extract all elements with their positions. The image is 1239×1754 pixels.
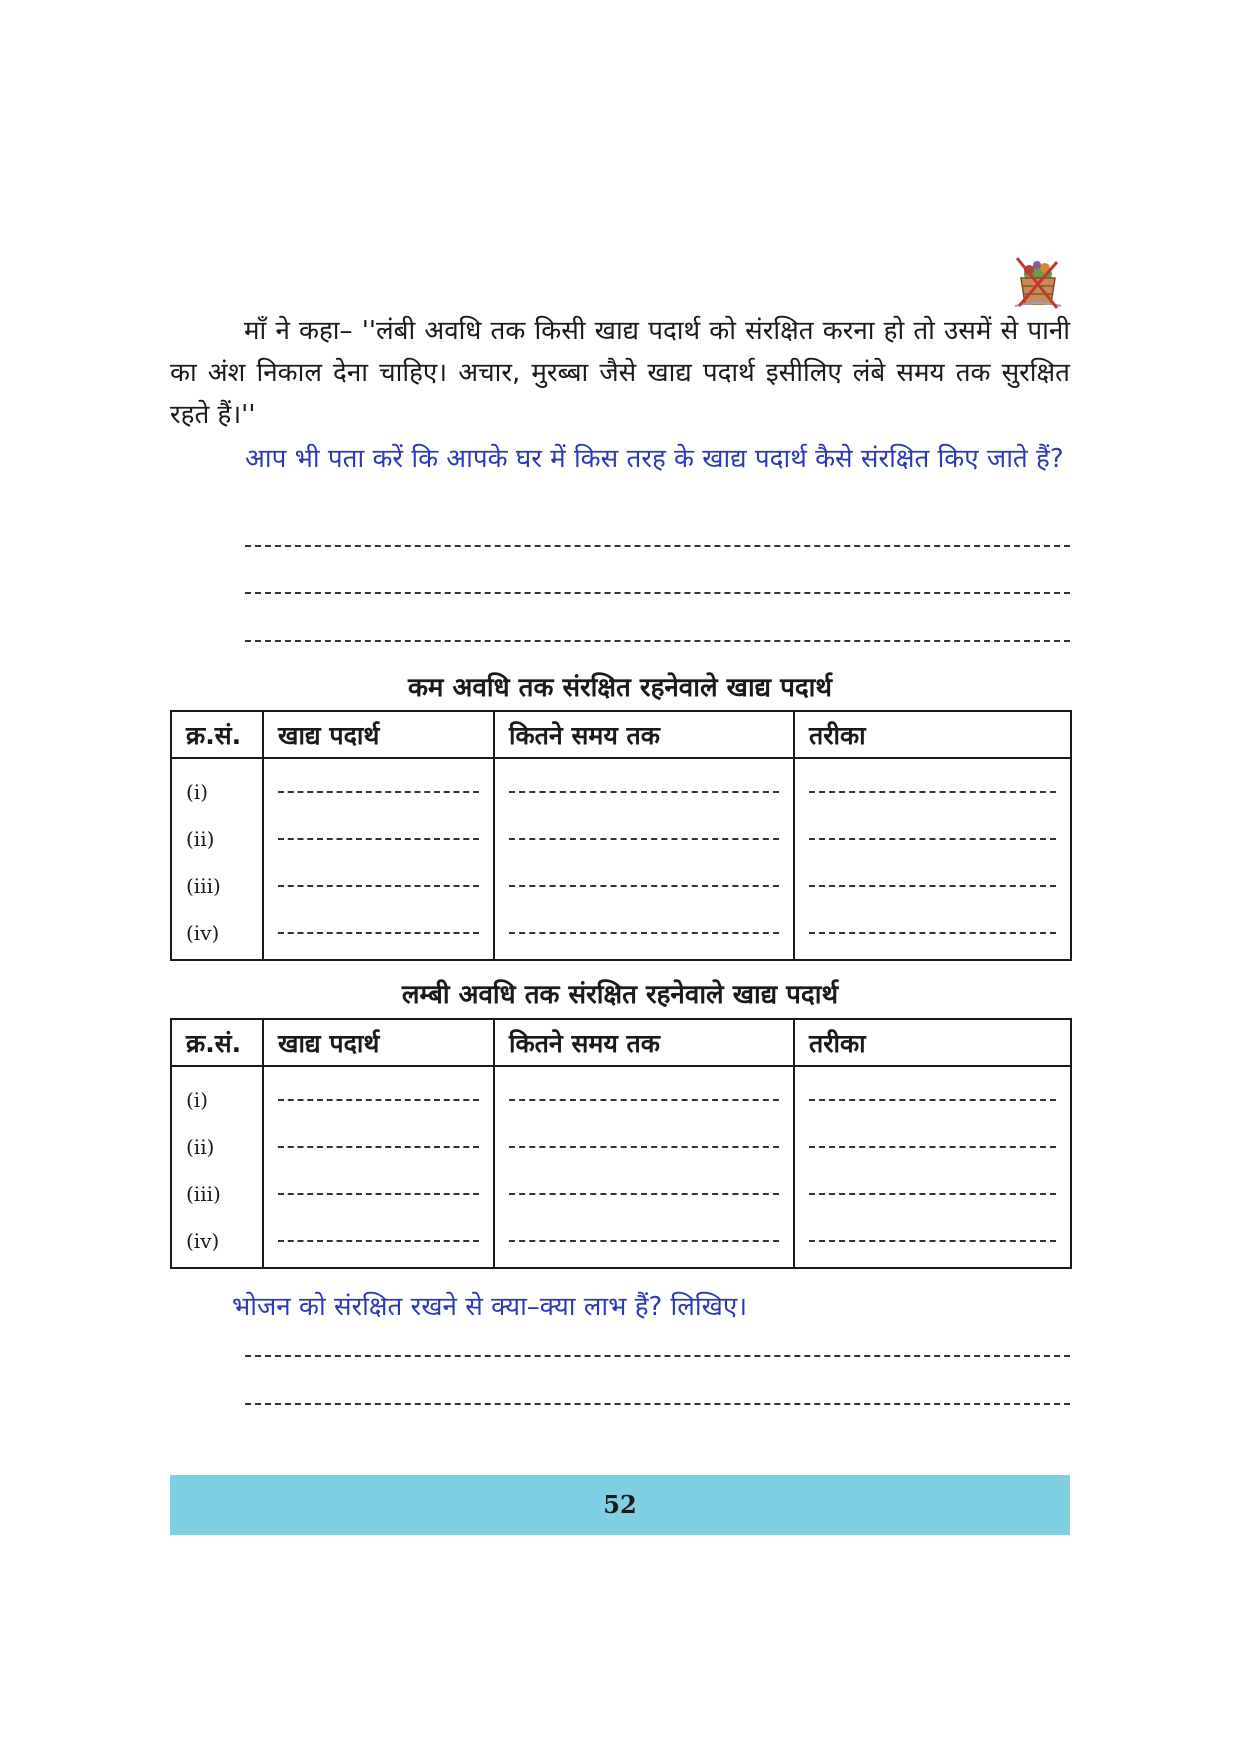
table-header-row [171, 1019, 1071, 1066]
duration-blank[interactable] [509, 1240, 779, 1242]
duration-blank[interactable] [509, 1099, 779, 1101]
question-2: भोजन को संरक्षित रखने से क्या–क्या लाभ हैं? लिखिए। [232, 1292, 748, 1322]
answer-line[interactable] [245, 1355, 1070, 1357]
footer-bar [170, 1475, 1070, 1535]
method-blank[interactable] [809, 1146, 1056, 1148]
intro-paragraph [170, 310, 1070, 436]
header-method: तरीका [794, 711, 1071, 758]
short-term-table-title: कम अवधि तक संरक्षित रहनेवाले खाद्य पदार्थ [407, 673, 833, 703]
answer-line[interactable] [245, 640, 1070, 642]
food-item-blank[interactable] [278, 932, 479, 934]
row-number: (iv) [186, 1229, 220, 1253]
row-number: (ii) [186, 827, 215, 851]
header-duration: कितने समय तक [494, 711, 794, 758]
row-number: (iii) [186, 1182, 221, 1206]
header-serial: क्र.सं. [171, 711, 263, 758]
preserved-food-basket-crossed-icon [1005, 252, 1067, 314]
food-item-blank[interactable] [278, 1146, 479, 1148]
row-number: (iv) [186, 921, 220, 945]
serial-column [171, 758, 263, 960]
short-term-table [170, 710, 1072, 961]
row-number: (i) [186, 780, 209, 804]
food-item-blank[interactable] [278, 1193, 479, 1195]
header-method: तरीका [794, 1019, 1071, 1066]
food-item-column [263, 1066, 494, 1268]
serial-column [171, 1066, 263, 1268]
duration-column [494, 758, 794, 960]
row-number: (ii) [186, 1135, 215, 1159]
table-body [171, 1066, 1071, 1268]
food-item-blank[interactable] [278, 791, 479, 793]
header-food-item: खाद्य पदार्थ [263, 711, 494, 758]
intro-paragraph-text: माँ ने कहा– ''लंबी अवधि तक किसी खाद्य पदार्थ को संरक्षित करना हो तो उसमें से पानी का अंश निकाल देना चाहिए। अचार, मुरब्बा जैसे खाद्य पदार्थ इसीलिए लंबे समय तक सुरक्षित रहते हैं।'' [170, 316, 1070, 430]
row-number: (iii) [186, 874, 221, 898]
question-1: आप भी पता करें कि आपके घर में किस तरह के खाद्य पदार्थ कैसे संरक्षित किए जाते हैं? [245, 444, 1064, 474]
long-term-table [170, 1018, 1072, 1269]
table-body [171, 758, 1071, 960]
duration-column [494, 1066, 794, 1268]
answer-line[interactable] [245, 545, 1070, 547]
answer-line[interactable] [245, 592, 1070, 594]
header-food-item: खाद्य पदार्थ [263, 1019, 494, 1066]
header-duration: कितने समय तक [494, 1019, 794, 1066]
method-column [794, 1066, 1071, 1268]
duration-blank[interactable] [509, 791, 779, 793]
row-number: (i) [186, 1088, 209, 1112]
food-item-column [263, 758, 494, 960]
answer-line[interactable] [245, 1403, 1070, 1405]
duration-blank[interactable] [509, 1146, 779, 1148]
duration-blank[interactable] [509, 1193, 779, 1195]
food-item-blank[interactable] [278, 1099, 479, 1101]
method-blank[interactable] [809, 885, 1056, 887]
page-number: 52 [603, 1490, 637, 1519]
method-blank[interactable] [809, 838, 1056, 840]
long-term-table-title: लम्बी अवधि तक संरक्षित रहनेवाले खाद्य पदार्थ [401, 980, 839, 1010]
method-column [794, 758, 1071, 960]
duration-blank[interactable] [509, 838, 779, 840]
method-blank[interactable] [809, 1099, 1056, 1101]
header-serial: क्र.सं. [171, 1019, 263, 1066]
method-blank[interactable] [809, 791, 1056, 793]
duration-blank[interactable] [509, 885, 779, 887]
food-item-blank[interactable] [278, 1240, 479, 1242]
method-blank[interactable] [809, 932, 1056, 934]
table-header-row [171, 711, 1071, 758]
method-blank[interactable] [809, 1240, 1056, 1242]
method-blank[interactable] [809, 1193, 1056, 1195]
duration-blank[interactable] [509, 932, 779, 934]
food-item-blank[interactable] [278, 885, 479, 887]
food-item-blank[interactable] [278, 838, 479, 840]
